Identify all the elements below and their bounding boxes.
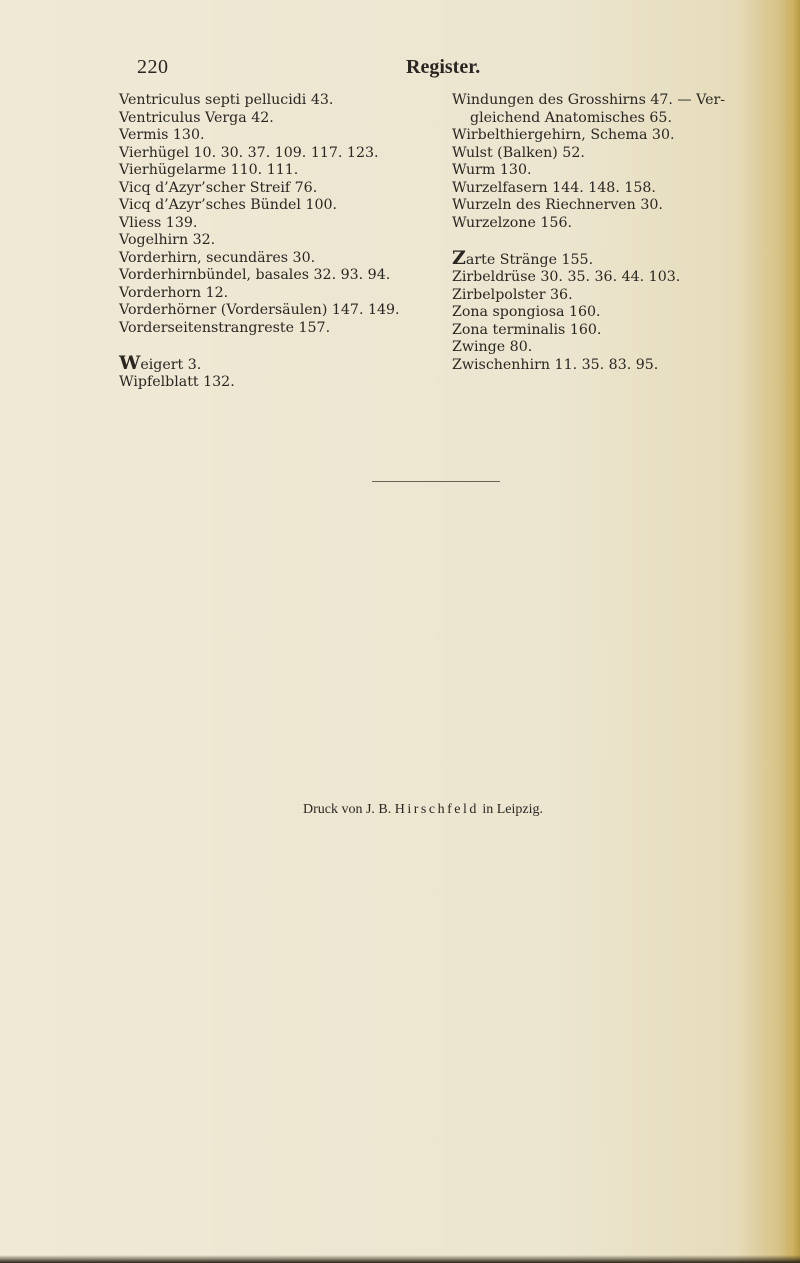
w-entries-list-right — [452, 127, 782, 232]
index-entry: Wurzelzone 156. — [452, 214, 572, 231]
index-entry: Zwischenhirn 11. 35. 83. 95. — [452, 356, 659, 373]
v-entries-list — [119, 92, 439, 337]
index-entry: Vermis 130. — [119, 127, 205, 143]
section-initial-z: Z — [452, 246, 466, 269]
index-column-left — [119, 92, 439, 392]
index-entry: Wirbelthiergehirn, Schema 30. — [452, 127, 675, 143]
index-entry: Zona terminalis 160. — [452, 321, 602, 338]
index-entry: Vogelhirn 32. — [119, 232, 216, 248]
section-gap — [452, 232, 782, 250]
index-entry-windungen: Windungen des Grosshirns 47. — Ver- — [452, 92, 726, 108]
index-column-right — [452, 92, 782, 374]
index-entry: Zirbeldrüse 30. 35. 36. 44. 103. — [452, 269, 681, 285]
index-entry: Zirbelpolster 36. — [452, 286, 573, 303]
end-rule — [372, 481, 500, 482]
imprint-prefix: Druck von J. B. — [302, 802, 392, 817]
index-entry-weigert — [119, 351, 439, 375]
entry-text: eigert 3. — [140, 356, 202, 373]
index-entry: Wurzeln des Riechnerven 30. — [452, 197, 663, 213]
index-entry: Vorderseitenstrangreste 157. — [119, 319, 331, 336]
imprint-printer-name: Hirschfeld — [394, 802, 479, 817]
printer-imprint — [0, 802, 800, 818]
index-entry: Wipfelblatt 132. — [119, 374, 235, 390]
index-entry: Wulst (Balken) 52. — [452, 144, 585, 161]
index-entry: Vorderhirn, secundäres 30. — [119, 249, 316, 266]
index-entry: Vicq d’Azyr’sches Bündel 100. — [119, 197, 338, 213]
section-gap — [119, 337, 439, 355]
page-edge-shadow-right — [782, 0, 800, 1263]
index-entry: Ventriculus Verga 42. — [119, 109, 274, 126]
index-entry: Vorderhirnbündel, basales 32. 93. 94. — [119, 267, 391, 283]
section-initial-w: W — [119, 351, 141, 374]
index-entry: Zona spongiosa 160. — [452, 304, 601, 320]
index-entry: Vierhügel 10. 30. 37. 109. 117. 123. — [119, 144, 379, 161]
index-entry: Vliess 139. — [119, 214, 198, 231]
index-entry: Ventriculus septi pellucidi 43. — [119, 92, 334, 108]
index-entry-zarte-straenge — [452, 246, 782, 270]
w-entries-list-left — [119, 374, 439, 392]
page-edge-shadow-bottom — [0, 1255, 800, 1263]
index-entry: Vorderhorn 12. — [119, 284, 229, 301]
index-entry: Vierhügelarme 110. 111. — [119, 162, 299, 178]
entry-text: arte Stränge 155. — [465, 251, 594, 268]
index-entry: Wurzelfasern 144. 148. 158. — [452, 179, 656, 196]
index-entry: Zwinge 80. — [452, 339, 533, 355]
z-entries-list — [452, 269, 782, 374]
index-entry: Wurm 130. — [452, 162, 532, 178]
page-number: 220 — [137, 56, 169, 78]
index-entry-continuation: gleichend Anatomisches 65. — [470, 109, 672, 126]
index-entry: Vorderhörner (Vordersäulen) 147. 149. — [119, 302, 400, 318]
imprint-suffix: in Leipzig. — [482, 802, 544, 817]
index-entry: Vicq d’Azyr’scher Streif 76. — [119, 179, 318, 196]
running-head: Register. — [406, 56, 481, 78]
